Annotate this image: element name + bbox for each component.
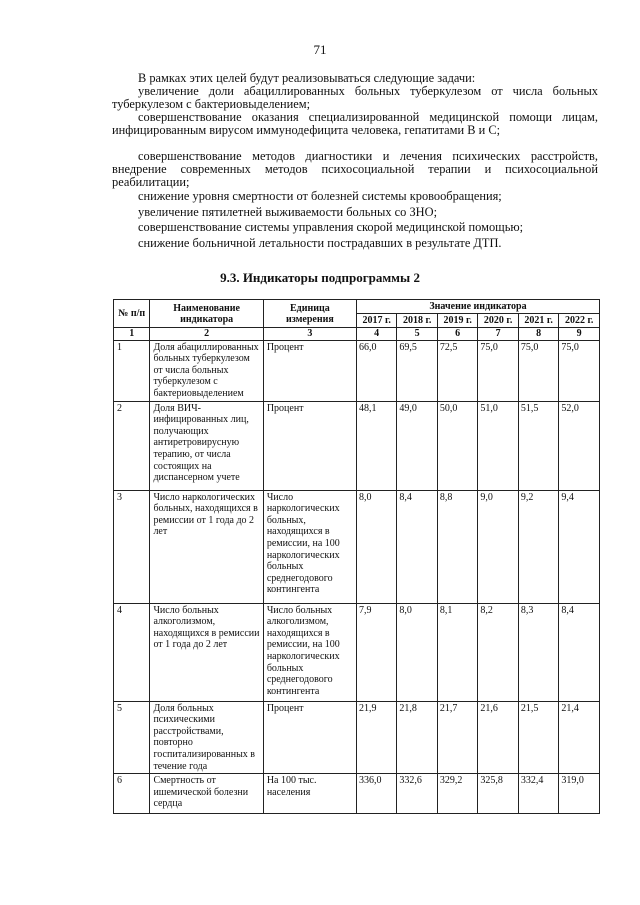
row-unit: Число наркологических больных, находящихся в ремиссии, на 100 наркологических больных среднегодового контингента	[263, 490, 356, 603]
row-value: 21,9	[356, 701, 396, 774]
header-unit: Единица измерения	[263, 300, 356, 328]
row-value: 9,0	[478, 490, 518, 603]
column-number: 2	[150, 328, 263, 341]
row-value: 21,8	[397, 701, 437, 774]
column-numbers-row	[114, 328, 600, 341]
row-unit: Процент	[263, 401, 356, 490]
row-value: 21,6	[478, 701, 518, 774]
row-value: 329,2	[437, 774, 477, 814]
row-value: 66,0	[356, 340, 396, 401]
header-year: 2017 г.	[356, 314, 396, 328]
row-value: 9,4	[559, 490, 600, 603]
text-paragraph: снижение больничной летальности пострадавших в результате ДТП.	[138, 236, 502, 250]
row-unit: На 100 тыс. населения	[263, 774, 356, 814]
row-value: 51,5	[518, 401, 558, 490]
header-num: № п/п	[114, 300, 150, 328]
row-num: 5	[114, 701, 150, 774]
row-value: 8,1	[437, 603, 477, 701]
row-indicator-name: Число больных алкоголизмом, находящихся в ремиссии от 1 года до 2 лет	[150, 603, 263, 701]
row-value: 9,2	[518, 490, 558, 603]
row-unit: Процент	[263, 340, 356, 401]
row-value: 51,0	[478, 401, 518, 490]
header-year: 2020 г.	[478, 314, 518, 328]
row-value: 49,0	[397, 401, 437, 490]
row-value: 75,0	[559, 340, 600, 401]
section-title: 9.3. Индикаторы подпрограммы 2	[220, 270, 420, 285]
row-value: 75,0	[478, 340, 518, 401]
row-num: 3	[114, 490, 150, 603]
table-row	[114, 490, 600, 603]
indicators-table	[113, 299, 600, 814]
table-row	[114, 340, 600, 401]
row-value: 8,4	[397, 490, 437, 603]
row-value: 8,2	[478, 603, 518, 701]
text-paragraph: увеличение доли абациллированных больных туберкулезом от числа больных туберкулезом с бактериовыделением;	[112, 84, 598, 112]
row-value: 21,5	[518, 701, 558, 774]
row-num: 1	[114, 340, 150, 401]
row-value: 336,0	[356, 774, 396, 814]
row-value: 8,3	[518, 603, 558, 701]
row-value: 7,9	[356, 603, 396, 701]
row-value: 8,8	[437, 490, 477, 603]
row-num: 4	[114, 603, 150, 701]
column-number: 5	[397, 328, 437, 341]
row-value: 8,0	[397, 603, 437, 701]
row-value: 8,0	[356, 490, 396, 603]
row-indicator-name: Доля абациллированных больных туберкулезом от числа больных туберкулезом с бактериовыделением	[150, 340, 263, 401]
row-num: 2	[114, 401, 150, 490]
row-value: 69,5	[397, 340, 437, 401]
table-row	[114, 603, 600, 701]
row-value: 50,0	[437, 401, 477, 490]
row-value: 52,0	[559, 401, 600, 490]
column-number: 8	[518, 328, 558, 341]
header-name: Наименование индикатора	[150, 300, 263, 328]
row-value: 319,0	[559, 774, 600, 814]
text-paragraph: совершенствование оказания специализированной медицинской помощи лицам, инфицированным вирусом иммунодефицита человека, гепатитами В и С;	[112, 110, 598, 138]
table-row	[114, 774, 600, 814]
table-row	[114, 401, 600, 490]
row-value: 72,5	[437, 340, 477, 401]
row-value: 8,4	[559, 603, 600, 701]
row-value: 21,7	[437, 701, 477, 774]
row-value: 21,4	[559, 701, 600, 774]
column-number: 3	[263, 328, 356, 341]
row-indicator-name: Число наркологических больных, находящихся в ремиссии от 1 года до 2 лет	[150, 490, 263, 603]
text-paragraph: снижение уровня смертности от болезней системы кровообращения;	[138, 189, 502, 203]
header-year: 2022 г.	[559, 314, 600, 328]
text-paragraph: совершенствование методов диагностики и лечения психических расстройств, внедрение современных методов психосоциальной терапии и психосоциальной реабилитации;	[112, 149, 598, 190]
row-value: 332,4	[518, 774, 558, 814]
row-value: 75,0	[518, 340, 558, 401]
column-number: 4	[356, 328, 396, 341]
text-paragraph: В рамках этих целей будут реализовываться следующие задачи:	[138, 71, 476, 85]
header-year: 2018 г.	[397, 314, 437, 328]
column-number: 9	[559, 328, 600, 341]
table-row	[114, 701, 600, 774]
row-value: 332,6	[397, 774, 437, 814]
row-value: 325,8	[478, 774, 518, 814]
column-number: 7	[478, 328, 518, 341]
row-indicator-name: Доля ВИЧ-инфицированных лиц, получающих антиретровирусную терапию, от числа состоящих на диспансерном учете	[150, 401, 263, 490]
row-num: 6	[114, 774, 150, 814]
row-indicator-name: Смертность от ишемической болезни сердца	[150, 774, 263, 814]
text-paragraph: увеличение пятилетней выживаемости больных со ЗНО;	[138, 205, 438, 219]
column-number: 6	[437, 328, 477, 341]
row-unit: Процент	[263, 701, 356, 774]
row-indicator-name: Доля больных психическими расстройствами, повторно госпитализированных в течение года	[150, 701, 263, 774]
row-unit: Число больных алкоголизмом, находящихся в ремиссии, на 100 наркологических больных среднегодового контингента	[263, 603, 356, 701]
header-year: 2021 г.	[518, 314, 558, 328]
header-year: 2019 г.	[437, 314, 477, 328]
row-value: 48,1	[356, 401, 396, 490]
header-value-group: Значение индикатора	[356, 300, 599, 314]
column-number: 1	[114, 328, 150, 341]
page-number: 71	[313, 42, 327, 57]
text-paragraph: совершенствование системы управления скорой медицинской помощью;	[138, 220, 524, 234]
